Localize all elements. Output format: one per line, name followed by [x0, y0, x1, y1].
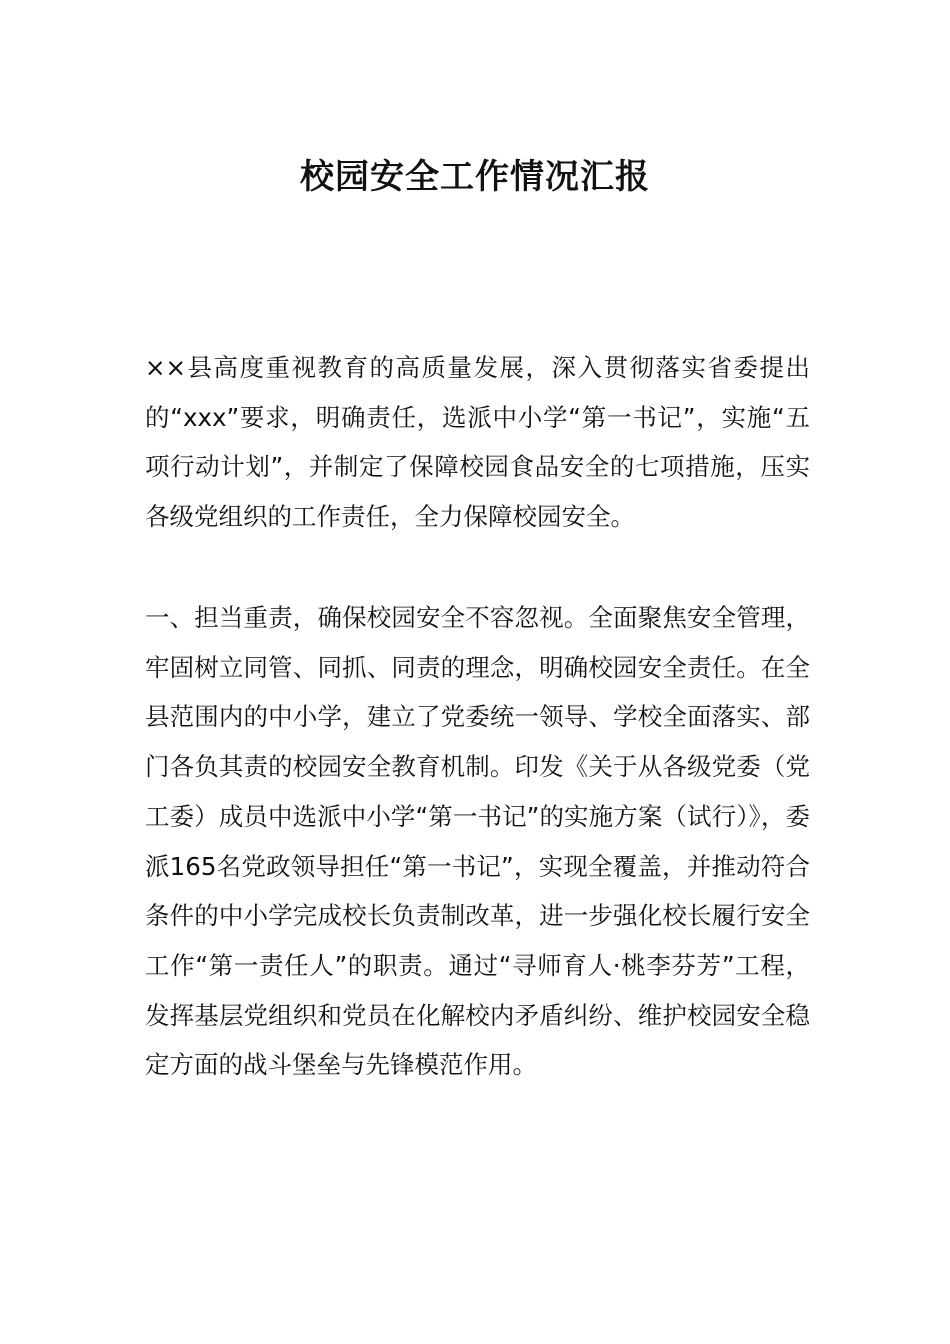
- document-title: 校园安全工作情况汇报: [300, 157, 650, 197]
- intro-paragraph: ××县高度重视教育的高质量发展，深入贯彻落实省委提出的“xxx”要求，明确责任，选派中小学“第一书记”，实施“五项行动计划”，并制定了保障校园食品安全的七项措施，压实各级党组织的工作责任，全力保障校园安全。: [145, 353, 810, 532]
- section-one-paragraph: 一、担当重责，确保校园安全不容忽视。全面聚焦安全管理，牢固树立同管、同抓、同责的理念，明确校园安全责任。在全县范围内的中小学，建立了党委统一领导、学校全面落实、部门各负其责的校园安全教育机制。印发《关于从各级党委（党工委）成员中选派中小学“第一书记”的实施方案（试行）》，委派165名党政领导担任“第一书记”，实现全覆盖，并推动符合条件的中小学完成校长负责制改革，进一步强化校长履行安全工作“第一责任人”的职责。通过“寻师育人·桃李芬芳”工程，发挥基层党组织和党员在化解校内矛盾纠纷、维护校园安全稳定方面的战斗堡垒与先锋模范作用。: [145, 603, 810, 1080]
